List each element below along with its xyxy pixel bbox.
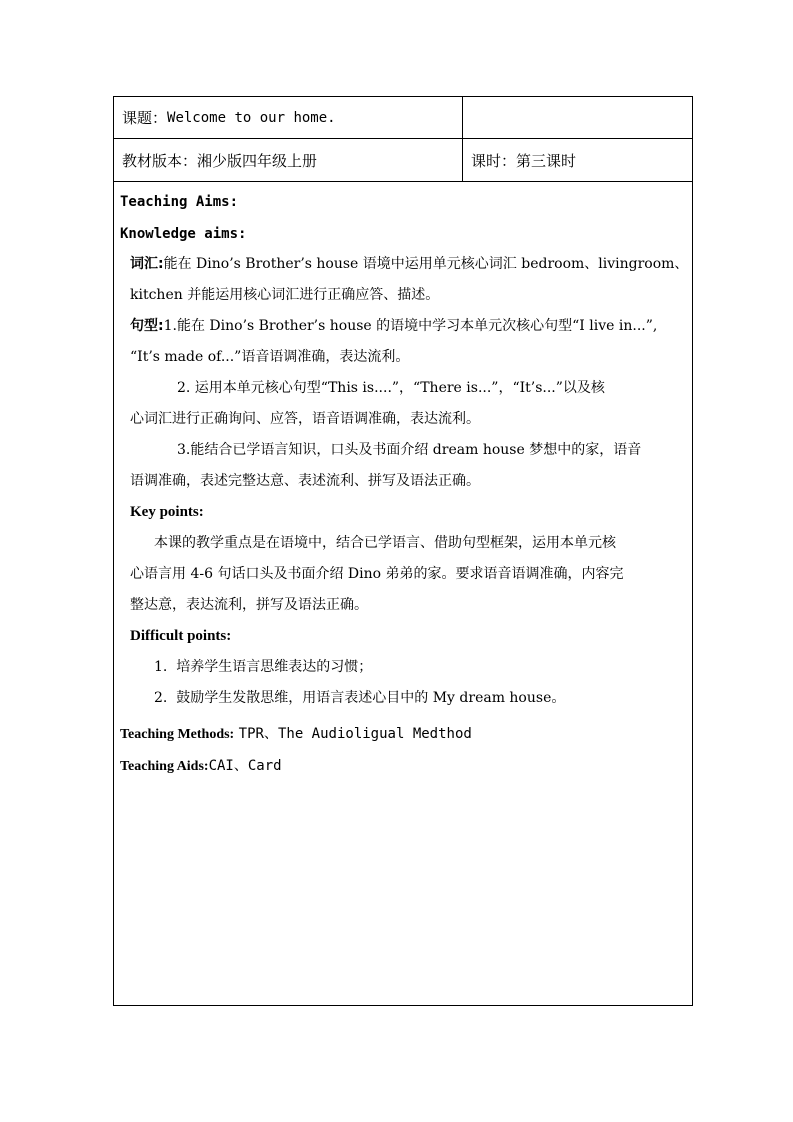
sentence-line-2: “It’s made of...”语音语调准确，表达流利。 (130, 349, 410, 365)
difficult-item-1 (154, 657, 372, 677)
edition-cell: 教材版本：湘少版四年级上册 (114, 139, 463, 181)
difficult-item-text: 鼓励学生发散思维，用语言表述心目中的 My dream house。 (176, 690, 566, 706)
teaching-aids-value: CAI、Card (208, 758, 282, 774)
key-points-line-3: 整达意，表达流利，拼写及语法正确。 (130, 597, 368, 613)
teaching-methods-label: Teaching Methods: (120, 727, 235, 742)
teaching-content (114, 182, 692, 1005)
teaching-aids-label: Teaching Aids: (120, 759, 209, 774)
teaching-aids-line (120, 756, 282, 777)
vocab-label: 词汇: (130, 256, 164, 272)
key-points-title: Key points: (130, 504, 204, 520)
sentence-label: 句型: (130, 318, 164, 334)
period-cell: 课时：第三课时 (471, 151, 577, 170)
sentence-line-1 (130, 316, 657, 336)
item3-line-1: 3.能结合已学语言知识，口头及书面介绍 dream house 梦想中的家，语音 (177, 442, 642, 458)
knowledge-aims-title: Knowledge aims: (120, 226, 247, 242)
difficult-item-2 (154, 688, 565, 708)
topic-cell (114, 97, 463, 138)
teaching-methods-value: TPR、The Audioligual Medthod (238, 726, 472, 742)
teaching-aims-title: Teaching Aims: (120, 194, 239, 210)
key-points-line-2: 心语言用 4-6 句话口头及书面介绍 Dino 弟弟的家。要求语音语调准确，内容完 (130, 566, 624, 582)
item2-line-2: 心词汇进行正确询问、应答，语音语调准确，表达流利。 (130, 411, 480, 427)
item2-line-1: 2. 运用本单元核心句型“This is....”，“There is...”，“It’s...”以及核 (177, 380, 605, 396)
teaching-methods-line (120, 724, 472, 745)
edition-row (114, 139, 692, 182)
topic-row (114, 97, 692, 139)
vocab-line-1 (130, 254, 688, 274)
item3-line-2: 语调准确，表述完整达意、表述流利、拼写及语法正确。 (130, 473, 480, 489)
difficult-item-text: 培养学生语言思维表达的习惯； (176, 659, 373, 675)
vocab-text-1: 能在 Dino’s Brother’s house 语境中运用单元核心词汇 bedroom、livingroom、 (163, 256, 689, 272)
sentence-text-1: 1.能在 Dino’s Brother’s house 的语境中学习本单元次核心句型“I live in...”, (163, 318, 658, 334)
difficult-item-number: 2. (154, 690, 168, 706)
lesson-plan-table (113, 96, 693, 1006)
difficult-item-number: 1. (154, 659, 168, 675)
vocab-line-2: kitchen 并能运用核心词汇进行正确应答、描述。 (130, 287, 440, 303)
topic-value: Welcome to our home. (167, 109, 336, 126)
difficult-points-title: Difficult points: (130, 628, 232, 644)
key-points-line-1: 本课的教学重点是在语境中，结合已学语言、借助句型框架，运用本单元核 (154, 535, 616, 551)
topic-blank-cell (463, 97, 692, 138)
topic-label: 课题： (122, 109, 168, 127)
